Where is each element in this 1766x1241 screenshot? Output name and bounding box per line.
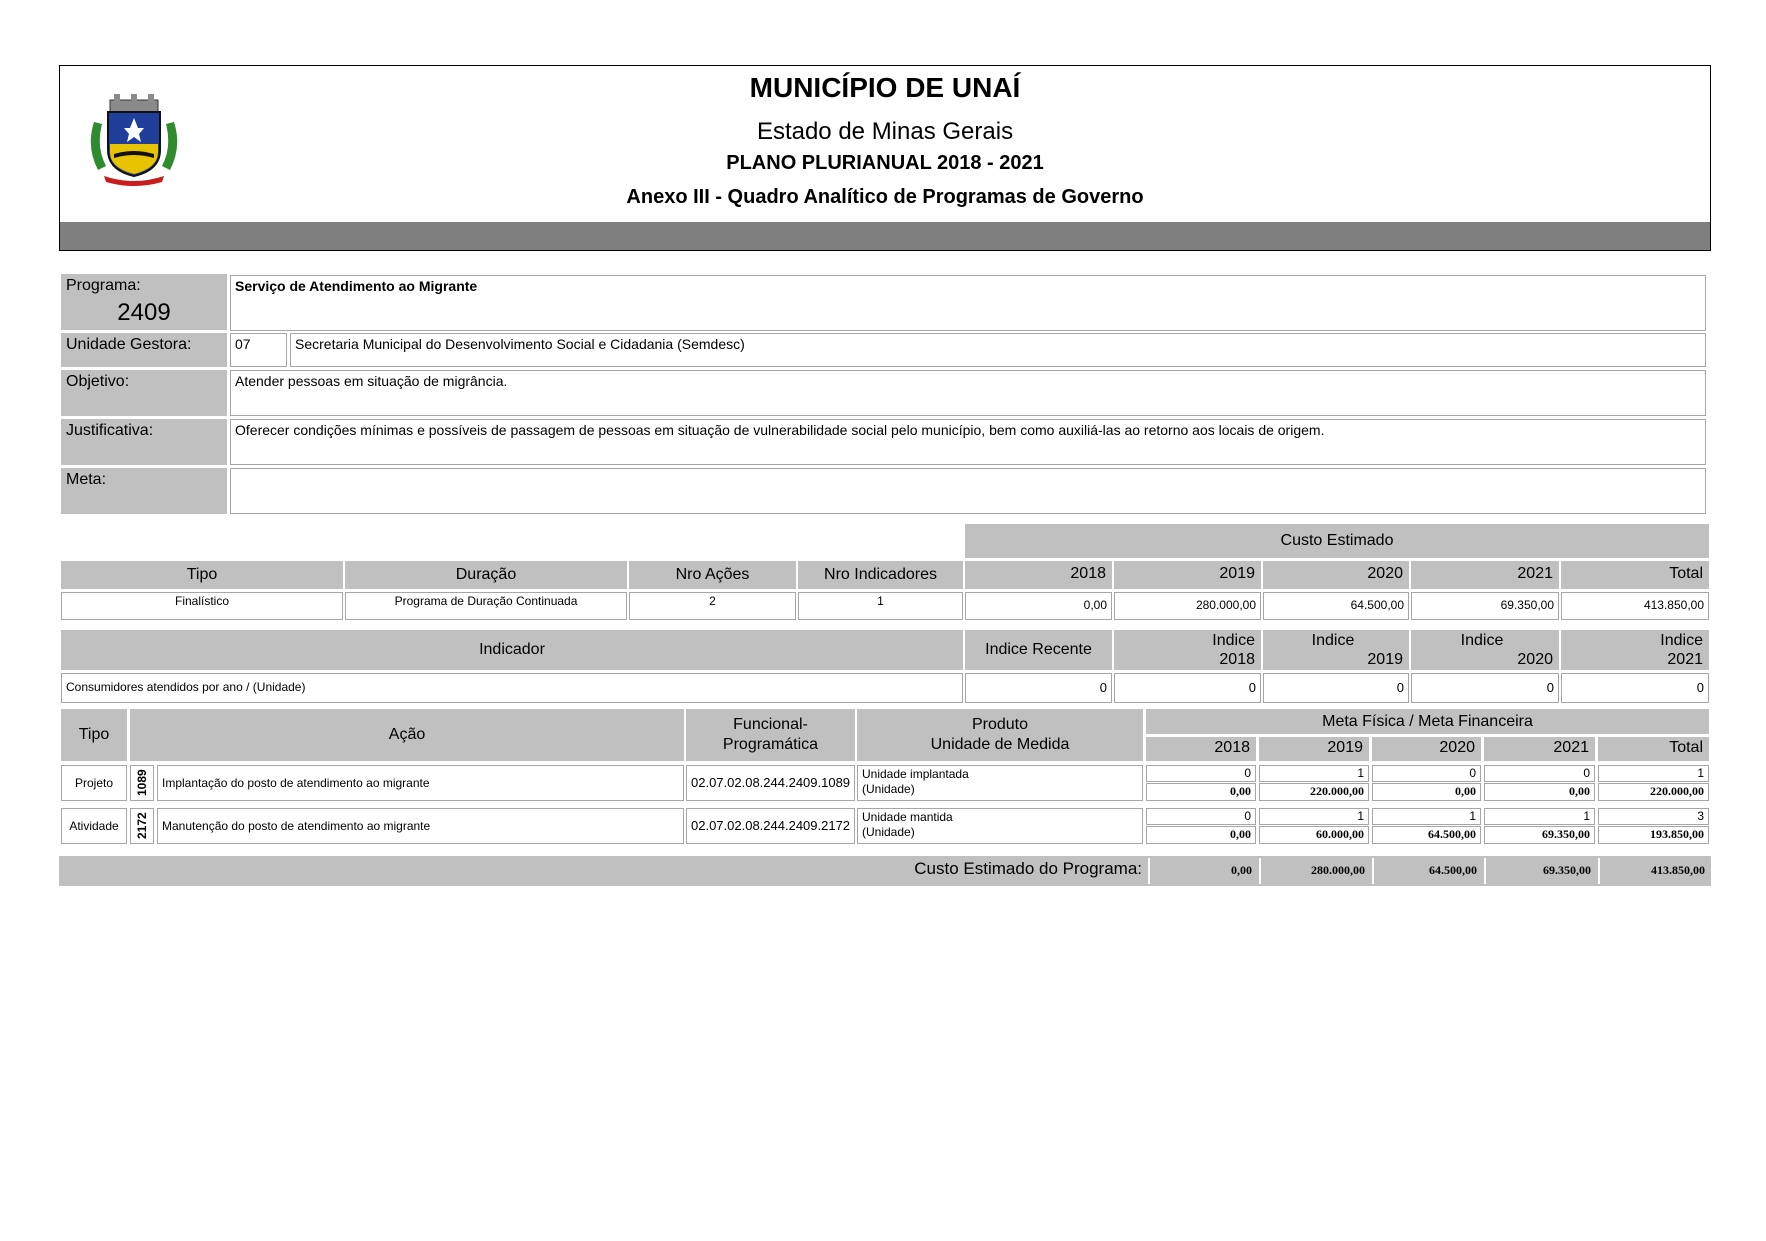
custo-tipo: Finalístico [61, 592, 343, 620]
acoes-col-2021: 2021 [1484, 737, 1595, 761]
col-indicador: Indicador [61, 630, 963, 670]
col-indice-2021 [1561, 630, 1709, 670]
indice-2021-label: Indice [1660, 632, 1703, 649]
acao-2-produto-name: Unidade mantida [862, 810, 953, 824]
indice-2018-label: Indice [1212, 632, 1255, 649]
produto-label-1: Produto [971, 716, 1029, 733]
programa-label: Programa: [66, 277, 141, 294]
col-indice-recente: Indice Recente [965, 630, 1112, 670]
acao-1-produto-unit: (Unidade) [862, 782, 915, 796]
acao-2-fin-2018: 0,00 [1146, 826, 1256, 844]
objetivo-label: Objetivo: [61, 370, 227, 416]
custo-nro-acoes: 2 [629, 592, 796, 620]
acao-2-produto [857, 808, 1143, 844]
acao-2-funcional: 02.07.02.08.244.2409.2172 [686, 808, 855, 844]
indicador-2021: 0 [1561, 673, 1709, 703]
meta-text [230, 468, 1706, 514]
col-2020: 2020 [1263, 561, 1409, 589]
acao-1-fin-2021: 0,00 [1484, 783, 1595, 801]
unidade-label: Unidade Gestora: [61, 333, 227, 367]
acao-1-fisica-total: 1 [1598, 765, 1709, 782]
acao-2-fisica-2020: 1 [1372, 808, 1481, 825]
acao-2-fisica-2019: 1 [1259, 808, 1369, 825]
acao-2-fisica-2018: 0 [1146, 808, 1256, 825]
acoes-col-funcional [686, 709, 855, 761]
justificativa-text: Oferecer condições mínimas e possíveis de passagem de pessoas em situação de vulnerabilidade social pelo município, bem como auxiliá-las ao retorno aos locais de origem. [230, 419, 1706, 465]
acao-1-fisica-2020: 0 [1372, 765, 1481, 782]
indice-2019-year: 2019 [1367, 651, 1403, 668]
programa-label-cell [61, 274, 227, 330]
meta-label: Meta: [61, 468, 227, 514]
acao-1-fin-total: 220.000,00 [1598, 783, 1709, 801]
acao-2-fisica-total: 3 [1598, 808, 1709, 825]
indice-2021-year: 2021 [1667, 651, 1703, 668]
indicador-name: Consumidores atendidos por ano / (Unidade) [61, 673, 963, 703]
programa-code: 2409 [117, 299, 171, 326]
acoes-col-2019: 2019 [1259, 737, 1369, 761]
col-duracao: Duração [345, 561, 627, 589]
total-2018: 0,00 [1148, 858, 1256, 884]
custo-estimado-header: Custo Estimado [965, 524, 1709, 558]
col-nro-acoes: Nro Ações [629, 561, 796, 589]
acao-2-fin-2020: 64.500,00 [1372, 826, 1481, 844]
acoes-col-2018: 2018 [1146, 737, 1256, 761]
total-2020: 64.500,00 [1372, 858, 1481, 884]
header-bar [60, 222, 1710, 250]
unidade-code: 07 [230, 333, 287, 367]
col-tipo: Tipo [61, 561, 343, 589]
acao-1-produto [857, 765, 1143, 801]
acao-1-fin-2020: 0,00 [1372, 783, 1481, 801]
col-total: Total [1561, 561, 1709, 589]
acao-1-fisica-2021: 0 [1484, 765, 1595, 782]
acao-1-fin-2018: 0,00 [1146, 783, 1256, 801]
annex-title: Anexo III - Quadro Analítico de Programas de Governo [626, 186, 1144, 208]
indicador-recente: 0 [965, 673, 1112, 703]
acao-2-produto-unit: (Unidade) [862, 825, 915, 839]
objetivo-text: Atender pessoas em situação de migrância. [230, 370, 1706, 416]
indice-2018-year: 2018 [1219, 651, 1255, 668]
acoes-col-tipo: Tipo [61, 709, 127, 761]
indice-2020-year: 2020 [1517, 651, 1553, 668]
acao-1-fin-2019: 220.000,00 [1259, 783, 1369, 801]
meta-fisica-financeira-header: Meta Física / Meta Financeira [1146, 709, 1709, 734]
custo-nro-indicadores: 1 [798, 592, 963, 620]
funcional-label-1: Funcional- [733, 716, 808, 733]
col-indice-2019 [1263, 630, 1409, 670]
acao-2-name: Manutenção do posto de atendimento ao migrante [157, 808, 684, 844]
col-indice-2020 [1411, 630, 1559, 670]
acao-2-fisica-2021: 1 [1484, 808, 1595, 825]
custo-duracao: Programa de Duração Continuada [345, 592, 627, 620]
acoes-col-total: Total [1598, 737, 1709, 761]
col-indice-2018 [1114, 630, 1261, 670]
municipality-title: MUNICÍPIO DE UNAÍ [749, 72, 1021, 103]
programa-name: Serviço de Atendimento ao Migrante [230, 275, 1706, 331]
total-2021: 69.350,00 [1484, 858, 1595, 884]
acao-1-funcional: 02.07.02.08.244.2409.1089 [686, 765, 855, 801]
col-2021: 2021 [1411, 561, 1559, 589]
indicador-2020: 0 [1411, 673, 1559, 703]
col-2018: 2018 [965, 561, 1112, 589]
indice-2020-label: Indice [1460, 632, 1504, 649]
acoes-col-produto [857, 709, 1143, 761]
acao-1-tipo: Projeto [61, 765, 127, 801]
acao-2-fin-2021: 69.350,00 [1484, 826, 1595, 844]
acao-2-fin-2019: 60.000,00 [1259, 826, 1369, 844]
funcional-label-2: Programática [722, 736, 819, 753]
total-total: 413.850,00 [1598, 858, 1709, 884]
total-programa-label: Custo Estimado do Programa: [914, 859, 1142, 878]
custo-2019: 280.000,00 [1114, 592, 1261, 620]
custo-2018: 0,00 [965, 592, 1112, 620]
col-nro-indicadores: Nro Indicadores [798, 561, 963, 589]
acao-1-name: Implantação do posto de atendimento ao migrante [157, 765, 684, 801]
indice-2019-label: Indice [1311, 632, 1355, 649]
col-2019: 2019 [1114, 561, 1261, 589]
acao-1-produto-name: Unidade implantada [862, 767, 969, 781]
unidade-name: Secretaria Municipal do Desenvolvimento Social e Cidadania (Semdesc) [290, 333, 1706, 367]
acao-1-code: 1089 [130, 765, 154, 801]
state-title: Estado de Minas Gerais [756, 118, 1014, 145]
custo-total: 413.850,00 [1561, 592, 1709, 620]
acao-1-fisica-2018: 0 [1146, 765, 1256, 782]
acoes-col-2020: 2020 [1372, 737, 1481, 761]
produto-label-2: Unidade de Medida [930, 736, 1070, 753]
plan-title: PLANO PLURIANUAL 2018 - 2021 [726, 152, 1044, 174]
acoes-col-acao: Ação [130, 709, 684, 761]
custo-2020: 64.500,00 [1263, 592, 1409, 620]
indicador-2019: 0 [1263, 673, 1409, 703]
acao-1-fisica-2019: 1 [1259, 765, 1369, 782]
total-2019: 280.000,00 [1259, 858, 1369, 884]
indicador-2018: 0 [1114, 673, 1261, 703]
acao-2-tipo: Atividade [61, 808, 127, 844]
acao-2-code: 2172 [130, 808, 154, 844]
coat-of-arms-logo [84, 92, 184, 186]
acao-2-fin-total: 193.850,00 [1598, 826, 1709, 844]
custo-2021: 69.350,00 [1411, 592, 1559, 620]
justificativa-label: Justificativa: [61, 419, 227, 465]
